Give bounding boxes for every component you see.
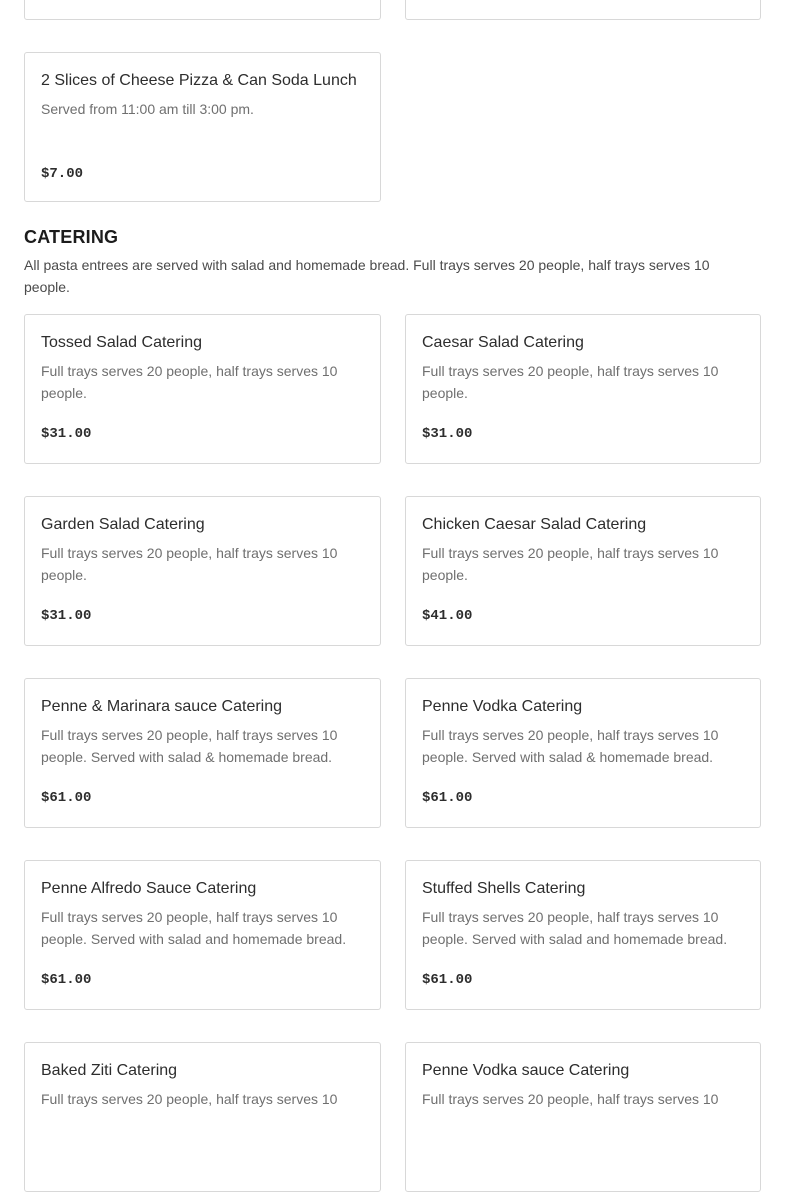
menu-item-name: Penne & Marinara sauce Catering: [41, 698, 283, 715]
menu-item-description: Full trays serves 20 people, half trays serves 10 people. Served with salad & homemade bread.: [422, 727, 719, 765]
menu-item-name: Penne Alfredo Sauce Catering: [41, 880, 257, 897]
menu-item-card[interactable]: [24, 0, 381, 20]
menu-item-price: $61.00: [41, 790, 92, 806]
menu-item-description: Full trays serves 20 people, half trays serves 10 people. Served with salad and homemade bread.: [41, 909, 347, 947]
section-description: All pasta entrees are served with salad and homemade bread. Full trays serves 20 people, half trays serves 10 people.: [24, 257, 710, 295]
menu-item-description: Served from 11:00 am till 3:00 pm.: [41, 101, 254, 117]
menu-item-description: Full trays serves 20 people, half trays serves 10 people.: [422, 545, 719, 583]
menu-item-card[interactable]: [24, 678, 381, 828]
menu-item-card[interactable]: [405, 314, 761, 464]
menu-item-name: Garden Salad Catering: [41, 516, 205, 533]
menu-item-price: $41.00: [422, 608, 473, 624]
menu-item-price: $31.00: [422, 426, 473, 442]
menu-item-name: Tossed Salad Catering: [41, 334, 202, 351]
menu-item-card[interactable]: [24, 52, 381, 202]
menu-item-card[interactable]: [405, 860, 761, 1010]
menu-item-card[interactable]: [24, 314, 381, 464]
menu-item-card[interactable]: [405, 678, 761, 828]
menu-item-description: Full trays serves 20 people, half trays serves 10 people. Served with salad & homemade bread.: [41, 727, 338, 765]
menu-item-name: Baked Ziti Catering: [41, 1062, 178, 1079]
menu-item-price: $31.00: [41, 608, 92, 624]
menu-item-name: Chicken Caesar Salad Catering: [422, 516, 647, 533]
menu-item-name: Penne Vodka sauce Catering: [422, 1062, 630, 1079]
menu-item-name: Stuffed Shells Catering: [422, 880, 586, 897]
menu-item-card[interactable]: [405, 496, 761, 646]
menu-item-description: Full trays serves 20 people, half trays serves 10 people.: [41, 363, 338, 401]
menu-item-description: Full trays serves 20 people, half trays serves 10: [422, 1091, 719, 1107]
menu-item-price: $61.00: [422, 972, 473, 988]
menu-item-card[interactable]: [405, 1042, 761, 1192]
menu-item-description: Full trays serves 20 people, half trays serves 10: [41, 1091, 338, 1107]
menu-item-description: Full trays serves 20 people, half trays serves 10 people.: [41, 545, 338, 583]
menu-item-price: $7.00: [41, 166, 84, 182]
menu-item-card[interactable]: [24, 496, 381, 646]
menu-item-name: 2 Slices of Cheese Pizza & Can Soda Lunch: [41, 72, 357, 89]
section-title: CATERING: [24, 227, 119, 247]
menu-item-price: $61.00: [422, 790, 473, 806]
menu-item-price: $61.00: [41, 972, 92, 988]
menu-item-price: $31.00: [41, 426, 92, 442]
menu-item-name: Penne Vodka Catering: [422, 698, 583, 715]
menu-item-description: Full trays serves 20 people, half trays serves 10 people. Served with salad and homemade bread.: [422, 909, 728, 947]
menu-item-name: Caesar Salad Catering: [422, 334, 584, 351]
menu-item-card[interactable]: [24, 860, 381, 1010]
menu-item-card[interactable]: [405, 0, 761, 20]
menu-item-description: Full trays serves 20 people, half trays serves 10 people.: [422, 363, 719, 401]
menu-item-card[interactable]: [24, 1042, 381, 1192]
